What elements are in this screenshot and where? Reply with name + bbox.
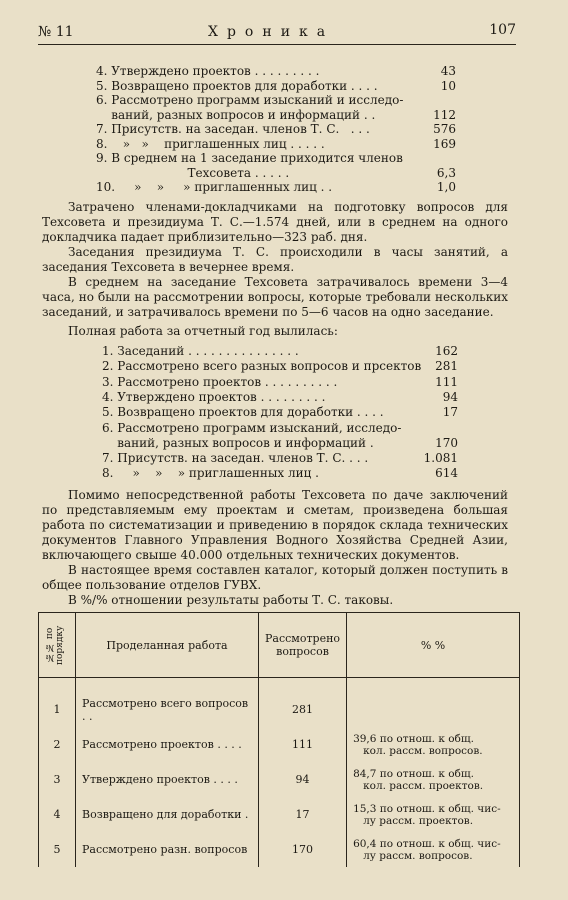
table-spacer xyxy=(39,678,520,693)
list-item xyxy=(102,405,458,419)
paragraph: В настоящее время составлен каталог, который должен поступить в общее пользование отделов ГУВХ. xyxy=(42,563,508,592)
percent-line: лу рассм. вопросов. xyxy=(363,849,473,862)
list-item-value: 6,3 xyxy=(436,165,456,180)
list-item xyxy=(96,166,456,180)
percent-line: кол. рассм. проектов. xyxy=(363,779,484,792)
list-item-value: 614 xyxy=(435,466,458,481)
cell-work: Возвращено для доработки . xyxy=(76,797,259,832)
list-item-value: 111 xyxy=(435,374,458,389)
cell-count: 111 xyxy=(259,727,347,762)
list-item-value: 576 xyxy=(433,122,456,136)
cell-percent xyxy=(347,832,520,867)
list-item-label: 4. Утверждено проектов . . . . . . . . . xyxy=(102,389,326,404)
cell-count: 94 xyxy=(259,762,347,797)
percent-line: лу рассм. проектов. xyxy=(363,814,474,827)
table-header-row xyxy=(39,613,520,678)
list-item-value: 162 xyxy=(435,344,458,358)
percent-line: 84,7 по отнош. к общ. xyxy=(353,767,474,780)
list-item-label: 4. Утверждено проектов . . . . . . . . . xyxy=(96,64,320,78)
list-item xyxy=(96,108,456,122)
cell-work: Рассмотрено проектов . . . . xyxy=(76,727,259,762)
paragraph: В %/% отношении результаты работы Т. С. таковы. xyxy=(68,593,394,607)
table-row xyxy=(39,832,520,867)
list-item-label: 6. Рассмотрено программ изысканий и исследо- xyxy=(96,93,404,107)
header-percent: % % xyxy=(347,613,520,678)
cell-work: Рассмотрено разн. вопросов xyxy=(76,832,259,867)
list-item xyxy=(102,436,458,450)
cell-order: 4 xyxy=(39,797,76,832)
header-rule xyxy=(38,44,516,45)
cell-count: 17 xyxy=(259,797,347,832)
percent-line: 15,3 по отнош. к общ. чис- xyxy=(353,802,501,815)
paragraph: Помимо непосредственной работы Техсовета по даче заключений по представляемым ему проектам и сметам, произведена большая работа по систематизации и приведению в порядок склада технических документов Главного Управления Водного Хозяйства Средней Азии, включающего свыше 40.000 отдельных технических документов. xyxy=(42,488,508,562)
list-item xyxy=(96,122,456,136)
paragraph: Заседания президиума Т. С. происходили в часы занятий, а заседания Техсовета в вечернее время. xyxy=(42,245,508,274)
list-item xyxy=(96,93,456,107)
cell-percent xyxy=(347,762,520,797)
list-item xyxy=(102,466,458,480)
cell-order: 1 xyxy=(39,692,76,727)
cell-count: 281 xyxy=(259,692,347,727)
results-table xyxy=(38,612,520,867)
running-title: Хроника xyxy=(208,24,335,40)
list-item-label: 6. Рассмотрено программ изысканий, исследо- xyxy=(102,420,402,435)
list-item-value: 170 xyxy=(435,435,458,450)
list-item-label: 2. Рассмотрено всего разных вопросов и прсектов xyxy=(102,359,422,374)
list-item xyxy=(96,151,456,165)
list-item xyxy=(96,180,456,194)
paragraph: В среднем на заседание Техсовета затрачивалось времени 3—4 часа, но были на рассмотрении вопросы, которые требовали нескольких заседаний, и затрачивалось времени по 5—6 часов на одно заседание. xyxy=(42,275,508,319)
cell-order: 5 xyxy=(39,832,76,867)
list-item xyxy=(96,137,456,151)
list-item-label: Техсовета . . . . . xyxy=(96,165,290,180)
paragraph: Затрачено членами-докладчиками на подготовку вопросов для Техсовета и президиума Т. С.—1.574 дней, или в среднем на одного докладчика падает приблизительно—323 раб. дня. xyxy=(42,200,508,244)
percent-line: 39,6 по отнош. к общ. xyxy=(353,732,474,745)
page-number: 107 xyxy=(489,22,516,38)
percent-line: кол. рассм. вопросов. xyxy=(363,744,483,757)
paragraph-block-1 xyxy=(42,200,508,320)
list-item xyxy=(102,344,458,358)
list-item-value: 1.081 xyxy=(423,451,458,466)
list-item-label: ваний, разных вопросов и информаций . . xyxy=(96,107,376,122)
list-item-value: 281 xyxy=(435,359,458,374)
table-row xyxy=(39,797,520,832)
cell-order: 3 xyxy=(39,762,76,797)
list-item xyxy=(102,359,458,373)
list-item xyxy=(96,79,456,93)
list-item-value: 10 xyxy=(440,78,456,93)
cell-percent xyxy=(347,692,520,727)
list-item-label: 9. В среднем на 1 заседание приходится членов xyxy=(96,151,403,165)
list-item-value: 94 xyxy=(442,389,458,404)
list-item-value: 1,0 xyxy=(436,180,456,194)
cell-percent xyxy=(347,727,520,762)
cell-percent xyxy=(347,797,520,832)
list-item-value: 169 xyxy=(433,136,456,151)
list-item xyxy=(102,375,458,389)
cell-work: Утверждено проектов . . . . xyxy=(76,762,259,797)
header-work: Проделанная работа xyxy=(76,613,259,678)
list-item xyxy=(96,64,456,78)
table-row xyxy=(39,762,520,797)
list-item-label: 1. Заседаний . . . . . . . . . . . . . . . xyxy=(102,344,299,358)
list-item-label: 7. Присутств. на заседан. членов Т. С. . . . xyxy=(102,451,369,466)
list-item-value: 43 xyxy=(440,64,456,78)
list-item xyxy=(102,390,458,404)
cell-count: 170 xyxy=(259,832,347,867)
list-item-label: 10. » » » приглашенных лиц . . xyxy=(96,180,333,194)
list-item-label: ваний, разных вопросов и информаций . xyxy=(102,435,374,450)
list-item-label: 8. » » приглашенных лиц . . . . . xyxy=(96,136,325,151)
header-order: №№ по порядку xyxy=(39,613,76,678)
cell-order: 2 xyxy=(39,727,76,762)
list-item-label: 8. » » » приглашенных лиц . xyxy=(102,466,319,481)
header-count: Рассмотрено вопросов xyxy=(259,613,347,678)
list-item-label: 5. Возвращено проектов для доработки . . . . xyxy=(96,78,378,93)
list-item xyxy=(102,421,458,435)
cell-work: Рассмотрено всего вопросов . . xyxy=(76,692,259,727)
list-item-label: 3. Рассмотрено проектов . . . . . . . . . . xyxy=(102,374,338,389)
list-item xyxy=(102,451,458,465)
page-header xyxy=(38,24,516,44)
list-item-label: 7. Присутств. на заседан. членов Т. С. . . . xyxy=(96,122,370,136)
list-item-value: 112 xyxy=(433,107,456,122)
table-row xyxy=(39,727,520,762)
percent-line: 60,4 по отнош. к общ. чис- xyxy=(353,837,501,850)
total-heading: Полная работа за отчетный год вылилась: xyxy=(68,324,338,338)
issue-number: № 11 xyxy=(38,24,74,40)
total-heading-block xyxy=(42,324,508,339)
table-row xyxy=(39,692,520,727)
paragraph-block-2 xyxy=(42,488,508,608)
list-item-label: 5. Возвращено проектов для доработки . . . . xyxy=(102,405,384,420)
list-item-value: 17 xyxy=(442,405,458,420)
